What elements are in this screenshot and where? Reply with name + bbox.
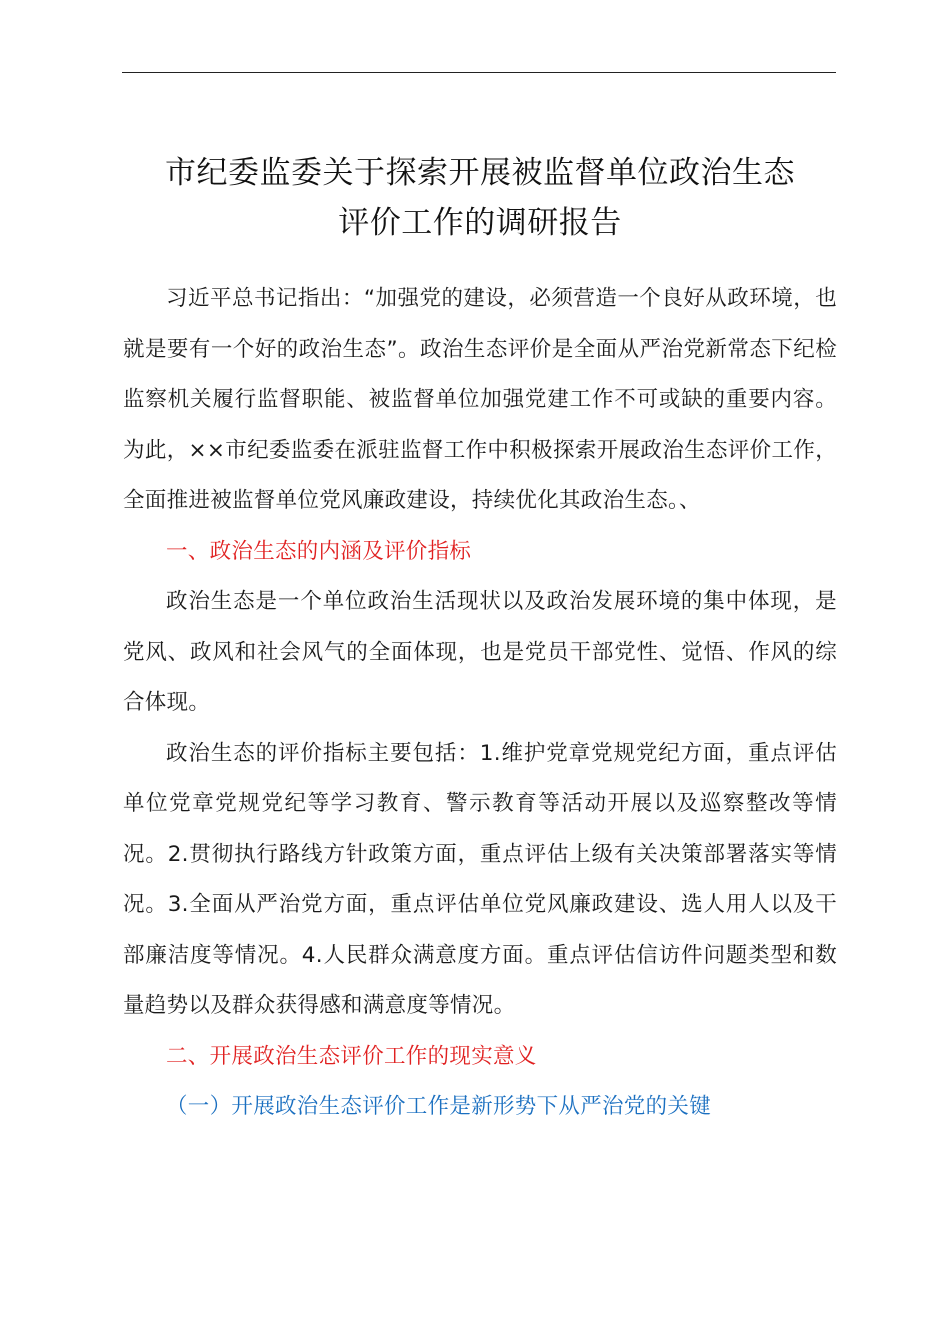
section-1-paragraph-1: 政治生态是一个单位政治生活现状以及政治发展环境的集中体现，是党风、政风和社会风气的全面体现，也是党员干部党性、觉悟、作风的综合体现。 <box>123 589 837 715</box>
section-2-heading: 二、开展政治生态评价工作的现实意义 <box>166 1043 537 1069</box>
section-1-paragraph-2: 政治生态的评价指标主要包括：1.维护党章党规党纪方面，重点评估单位党章党规党纪等学习教育、警示教育等活动开展以及巡察整改等情况。2.贯彻执行路线方针政策方面，重点评估上级有关决策部署落实等情况。3.全面从严治党方面，重点评估单位党风廉政建设、选人用人以及干部廉洁度等情况。4.人民群众满意度方面。重点评估信访件问题类型和数量趋势以及群众获得感和满意度等情况。 <box>123 740 837 1018</box>
header-rule <box>122 72 836 73</box>
document-body <box>123 274 837 1133</box>
title-line-1: 市纪委监委关于探索开展被监督单位政治生态 <box>165 155 795 191</box>
section-1-heading: 一、政治生态的内涵及评价指标 <box>166 538 472 564</box>
intro-paragraph: 习近平总书记指出：“加强党的建设，必须营造一个良好从政环境，也就是要有一个好的政治生态”。政治生态评价是全面从严治党新常态下纪检监察机关履行监督职能、被监督单位加强党建工作不可或缺的重要内容。为此，××市纪委监委在派驻监督工作中积极探索开展政治生态评价工作，全面推进被监督单位党风廉政建设，持续优化其政治生态。、 <box>123 286 837 513</box>
section-2-subheading-1: （一）开展政治生态评价工作是新形势下从严治党的关键 <box>166 1094 712 1119</box>
title-line-2: 评价工作的调研报告 <box>338 205 622 241</box>
document-title <box>110 148 850 248</box>
